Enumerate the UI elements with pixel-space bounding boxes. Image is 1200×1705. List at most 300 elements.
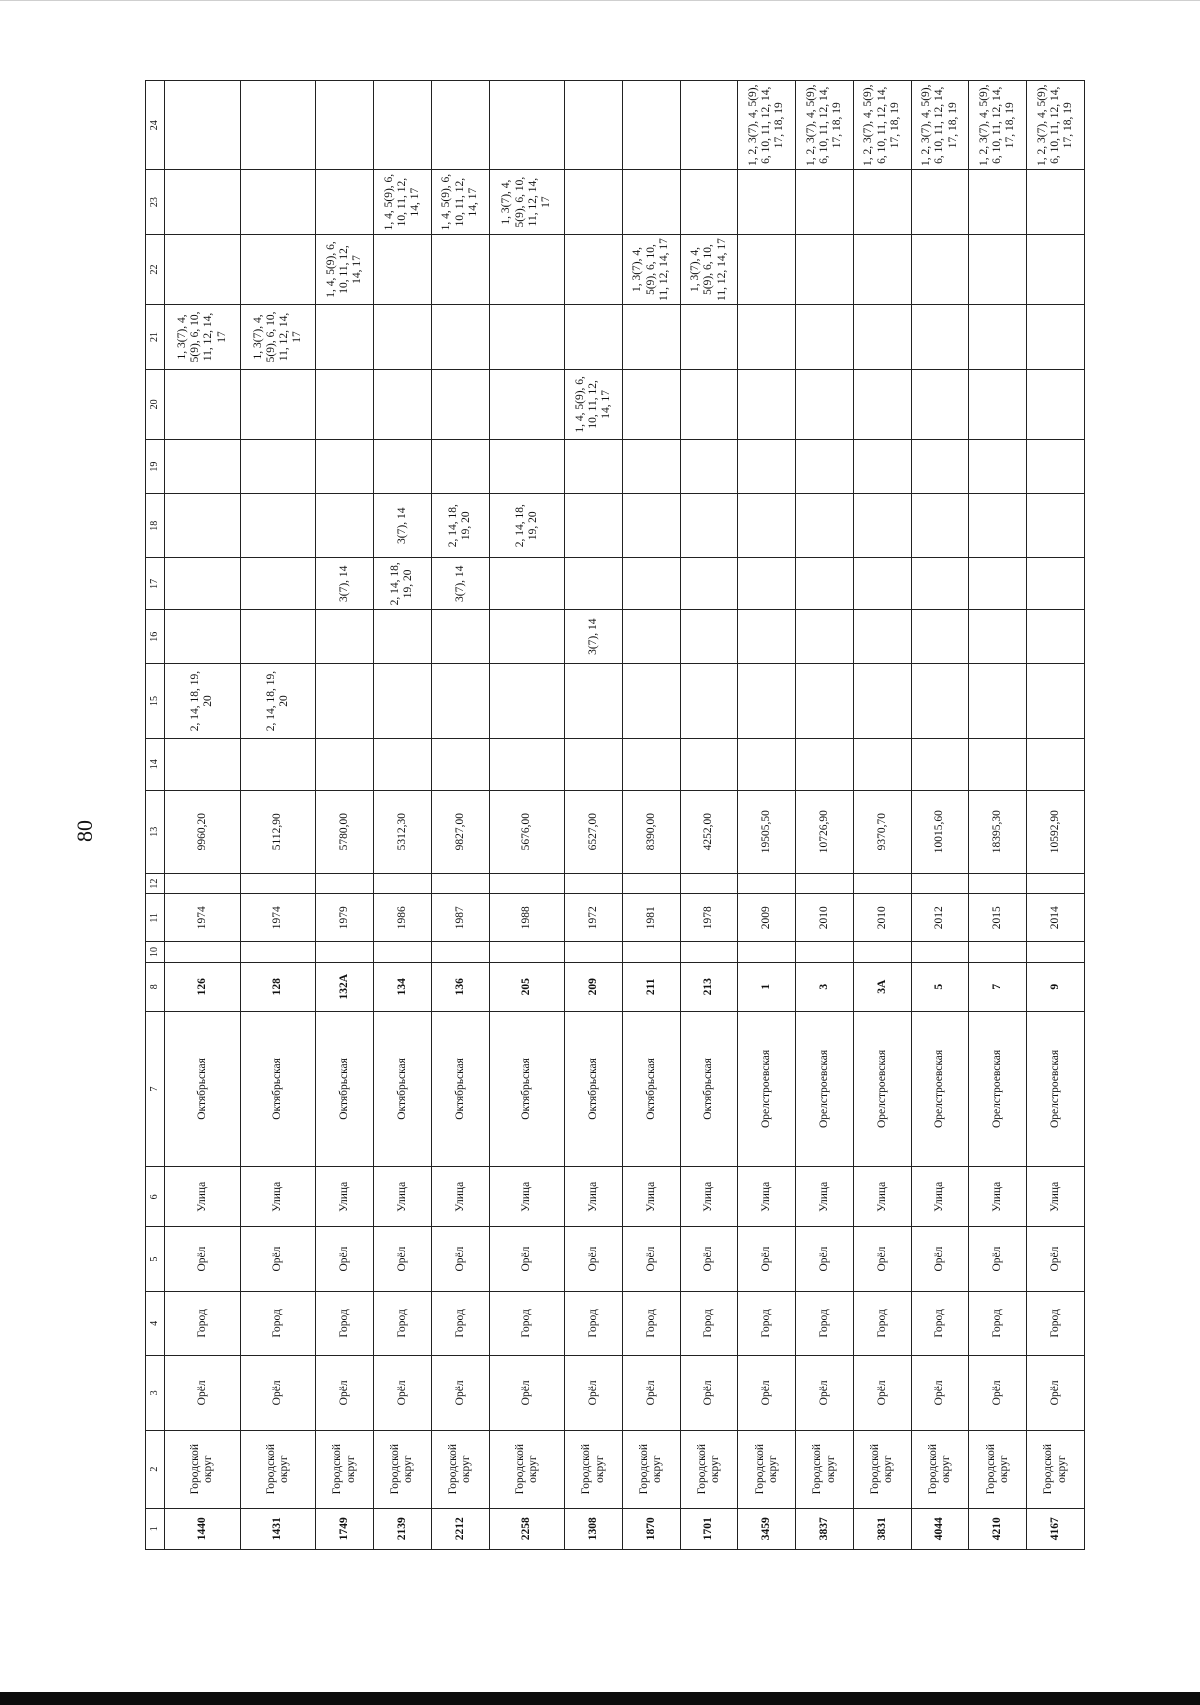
table-cell-col-2: Городской округ [796, 1430, 854, 1508]
table-cell-col-18 [165, 494, 241, 558]
table-cell-col-6: Улица [853, 1167, 911, 1227]
table-cell-col-20 [431, 369, 489, 440]
table-cell-col-22 [853, 234, 911, 305]
table-cell-col-20 [680, 369, 738, 440]
table-cell-col-4: Город [738, 1291, 796, 1355]
column-header-10: 10 [146, 942, 165, 963]
table-row [969, 81, 1027, 1550]
table-cell-col-16: 3(7), 14 [565, 610, 623, 664]
table-cell-col-13: 8390,00 [622, 790, 680, 873]
column-header-21: 21 [146, 305, 165, 369]
table-cell-col-19 [911, 440, 969, 494]
table-cell-col-12 [1027, 873, 1085, 894]
table-cell-col-10 [1027, 942, 1085, 963]
table-cell-col-23 [622, 170, 680, 234]
table-row [680, 81, 738, 1550]
table-cell-col-23 [911, 170, 969, 234]
column-header-14: 14 [146, 738, 165, 790]
table-cell-col-17 [680, 558, 738, 610]
table-cell-col-16 [796, 610, 854, 664]
table-cell-col-11: 1974 [165, 894, 241, 942]
table-cell-col-22: 1, 4, 5(9), 6, 10, 11, 12, 14, 17 [316, 234, 374, 305]
table-cell-col-17 [622, 558, 680, 610]
table-cell-col-7: Октябрьская [165, 1011, 241, 1167]
table-cell-col-13: 4252,00 [680, 790, 738, 873]
table-cell-col-5: Орёл [738, 1227, 796, 1291]
table-cell-col-4: Город [969, 1291, 1027, 1355]
table-cell-col-10 [911, 942, 969, 963]
table-cell-col-14 [240, 738, 316, 790]
table-cell-col-3: Орёл [316, 1356, 374, 1431]
table-cell-col-21 [316, 305, 374, 369]
table-cell-col-4: Город [680, 1291, 738, 1355]
table-cell-col-2: Городской округ [622, 1430, 680, 1508]
table-cell-col-2: Городской округ [565, 1430, 623, 1508]
table-cell-col-24: 1, 2, 3(7), 4, 5(9), 6, 10, 11, 12, 14, 17, 18, 19 [738, 81, 796, 170]
table-cell-col-12 [853, 873, 911, 894]
table-cell-col-6: Улица [431, 1167, 489, 1227]
table-cell-col-7: Октябрьская [622, 1011, 680, 1167]
table-cell-col-20 [240, 369, 316, 440]
table-cell-col-21 [565, 305, 623, 369]
table-cell-col-11: 1981 [622, 894, 680, 942]
table-cell-col-6: Улица [680, 1167, 738, 1227]
header-row [146, 81, 165, 1550]
table-row [796, 81, 854, 1550]
table-cell-col-14 [165, 738, 241, 790]
table-cell-col-12 [622, 873, 680, 894]
table-cell-col-1: 1870 [622, 1508, 680, 1549]
table-cell-col-23 [240, 170, 316, 234]
table-cell-col-24 [489, 81, 565, 170]
table-cell-col-3: Орёл [374, 1356, 432, 1431]
table-cell-col-21 [680, 305, 738, 369]
table-cell-col-15 [1027, 664, 1085, 739]
table-cell-col-13: 5676,00 [489, 790, 565, 873]
table-cell-col-14 [565, 738, 623, 790]
table-cell-col-16 [680, 610, 738, 664]
table-cell-col-21 [489, 305, 565, 369]
table-cell-col-11: 1979 [316, 894, 374, 942]
table-row [374, 81, 432, 1550]
table-cell-col-17 [240, 558, 316, 610]
table-cell-col-6: Улица [316, 1167, 374, 1227]
table-cell-col-18 [969, 494, 1027, 558]
table-cell-col-14 [969, 738, 1027, 790]
table-cell-col-24: 1, 2, 3(7), 4, 5(9), 6, 10, 11, 12, 14, 17, 18, 19 [1027, 81, 1085, 170]
table-cell-col-2: Городской округ [969, 1430, 1027, 1508]
table-cell-col-3: Орёл [853, 1356, 911, 1431]
table-cell-col-11: 1988 [489, 894, 565, 942]
table-cell-col-17: 3(7), 14 [316, 558, 374, 610]
table-cell-col-6: Улица [1027, 1167, 1085, 1227]
table-cell-col-20: 1, 4, 5(9), 6, 10, 11, 12, 14, 17 [565, 369, 623, 440]
table-cell-col-1: 3837 [796, 1508, 854, 1549]
table-cell-col-11: 2010 [853, 894, 911, 942]
table-cell-col-17 [911, 558, 969, 610]
table-cell-col-21: 1, 3(7), 4, 5(9), 6, 10, 11, 12, 14, 17 [165, 305, 241, 369]
table-cell-col-15 [565, 664, 623, 739]
table-cell-col-5: Орёл [565, 1227, 623, 1291]
column-header-8: 8 [146, 962, 165, 1011]
table-cell-col-6: Улица [240, 1167, 316, 1227]
table-cell-col-8: 211 [622, 962, 680, 1011]
table-cell-col-3: Орёл [738, 1356, 796, 1431]
table-cell-col-15 [374, 664, 432, 739]
table-cell-col-19 [565, 440, 623, 494]
table-cell-col-2: Городской округ [316, 1430, 374, 1508]
table-cell-col-14 [489, 738, 565, 790]
table-cell-col-10 [680, 942, 738, 963]
table-cell-col-17 [489, 558, 565, 610]
table-cell-col-5: Орёл [796, 1227, 854, 1291]
table-row [911, 81, 969, 1550]
table-cell-col-20 [622, 369, 680, 440]
table-row [738, 81, 796, 1550]
column-header-17: 17 [146, 558, 165, 610]
column-header-4: 4 [146, 1291, 165, 1355]
table-cell-col-20 [796, 369, 854, 440]
table-cell-col-12 [796, 873, 854, 894]
table-cell-col-8: 1 [738, 962, 796, 1011]
table-cell-col-10 [738, 942, 796, 963]
column-header-2: 2 [146, 1430, 165, 1508]
table-cell-col-20 [1027, 369, 1085, 440]
table-cell-col-2: Городской округ [240, 1430, 316, 1508]
table-cell-col-16 [911, 610, 969, 664]
table-cell-col-21 [622, 305, 680, 369]
table-cell-col-10 [431, 942, 489, 963]
table-cell-col-17 [1027, 558, 1085, 610]
table-cell-col-19 [431, 440, 489, 494]
table-cell-col-18 [622, 494, 680, 558]
column-header-22: 22 [146, 234, 165, 305]
table-cell-col-4: Город [911, 1291, 969, 1355]
table-cell-col-12 [680, 873, 738, 894]
table-row [1027, 81, 1085, 1550]
table-cell-col-24 [165, 81, 241, 170]
table-cell-col-23 [796, 170, 854, 234]
table-cell-col-13: 10592,90 [1027, 790, 1085, 873]
column-header-6: 6 [146, 1167, 165, 1227]
table-cell-col-2: Городской округ [911, 1430, 969, 1508]
table-cell-col-12 [374, 873, 432, 894]
table-cell-col-19 [969, 440, 1027, 494]
table-cell-col-23: 1, 4, 5(9), 6, 10, 11, 12, 14, 17 [431, 170, 489, 234]
table-cell-col-16 [622, 610, 680, 664]
table-cell-col-17 [165, 558, 241, 610]
table-cell-col-4: Город [374, 1291, 432, 1355]
table-cell-col-7: Орелстроевская [853, 1011, 911, 1167]
column-header-7: 7 [146, 1011, 165, 1167]
table-row [431, 81, 489, 1550]
column-header-19: 19 [146, 440, 165, 494]
table-cell-col-12 [240, 873, 316, 894]
table-cell-col-10 [316, 942, 374, 963]
table-cell-col-12 [911, 873, 969, 894]
table-cell-col-18 [316, 494, 374, 558]
table-cell-col-21: 1, 3(7), 4, 5(9), 6, 10, 11, 12, 14, 17 [240, 305, 316, 369]
table-cell-col-18 [738, 494, 796, 558]
table-cell-col-20 [489, 369, 565, 440]
column-header-16: 16 [146, 610, 165, 664]
table-cell-col-19 [240, 440, 316, 494]
table-cell-col-15 [489, 664, 565, 739]
table-cell-col-19 [374, 440, 432, 494]
table-cell-col-16 [165, 610, 241, 664]
column-header-3: 3 [146, 1356, 165, 1431]
table-cell-col-17: 3(7), 14 [431, 558, 489, 610]
table-cell-col-23: 1, 3(7), 4, 5(9), 6, 10, 11, 12, 14, 17 [489, 170, 565, 234]
table-row [165, 81, 241, 1550]
table-cell-col-11: 2015 [969, 894, 1027, 942]
top-rule [0, 0, 1200, 1]
table-cell-col-8: 128 [240, 962, 316, 1011]
table-cell-col-20 [738, 369, 796, 440]
table-cell-col-10 [565, 942, 623, 963]
table-cell-col-16 [489, 610, 565, 664]
table-cell-col-20 [374, 369, 432, 440]
table-cell-col-8: 7 [969, 962, 1027, 1011]
table-cell-col-1: 2139 [374, 1508, 432, 1549]
table-cell-col-19 [165, 440, 241, 494]
table-cell-col-3: Орёл [911, 1356, 969, 1431]
table-cell-col-24 [240, 81, 316, 170]
table-cell-col-4: Город [240, 1291, 316, 1355]
table-cell-col-14 [1027, 738, 1085, 790]
table-cell-col-5: Орёл [374, 1227, 432, 1291]
table-cell-col-15 [622, 664, 680, 739]
table-cell-col-15 [680, 664, 738, 739]
table-cell-col-17 [565, 558, 623, 610]
table-cell-col-13: 6527,00 [565, 790, 623, 873]
table-cell-col-23 [1027, 170, 1085, 234]
table-cell-col-15 [796, 664, 854, 739]
table-cell-col-17 [738, 558, 796, 610]
table-cell-col-3: Орёл [680, 1356, 738, 1431]
table-cell-col-13: 10015,60 [911, 790, 969, 873]
table-cell-col-1: 1749 [316, 1508, 374, 1549]
table-cell-col-15: 2, 14, 18, 19, 20 [165, 664, 241, 739]
table-cell-col-21 [1027, 305, 1085, 369]
table-cell-col-15 [969, 664, 1027, 739]
table-cell-col-2: Городской округ [680, 1430, 738, 1508]
table-cell-col-10 [240, 942, 316, 963]
table-cell-col-21 [911, 305, 969, 369]
table-cell-col-4: Город [1027, 1291, 1085, 1355]
table-cell-col-6: Улица [622, 1167, 680, 1227]
table-cell-col-3: Орёл [565, 1356, 623, 1431]
table-cell-col-7: Орелстроевская [796, 1011, 854, 1167]
table-cell-col-3: Орёл [1027, 1356, 1085, 1431]
table-cell-col-19 [316, 440, 374, 494]
table-cell-col-1: 4044 [911, 1508, 969, 1549]
table-row [316, 81, 374, 1550]
table-cell-col-8: 3А [853, 962, 911, 1011]
table-cell-col-5: Орёл [853, 1227, 911, 1291]
table-cell-col-5: Орёл [316, 1227, 374, 1291]
table-cell-col-12 [738, 873, 796, 894]
table-cell-col-16 [431, 610, 489, 664]
table-cell-col-20 [165, 369, 241, 440]
table-cell-col-18 [680, 494, 738, 558]
table-cell-col-13: 9960,20 [165, 790, 241, 873]
column-header-1: 1 [146, 1508, 165, 1549]
column-header-11: 11 [146, 894, 165, 942]
column-header-20: 20 [146, 369, 165, 440]
table-cell-col-18: 2, 14, 18, 19, 20 [431, 494, 489, 558]
table-cell-col-5: Орёл [969, 1227, 1027, 1291]
table-cell-col-11: 1987 [431, 894, 489, 942]
table-cell-col-16 [374, 610, 432, 664]
table-cell-col-19 [680, 440, 738, 494]
table-cell-col-22 [489, 234, 565, 305]
table-cell-col-18 [565, 494, 623, 558]
table-cell-col-17 [969, 558, 1027, 610]
table-cell-col-6: Улица [489, 1167, 565, 1227]
table-cell-col-18 [911, 494, 969, 558]
table-cell-col-24 [374, 81, 432, 170]
table-cell-col-12 [316, 873, 374, 894]
table-cell-col-14 [431, 738, 489, 790]
rotated-table-wrapper [145, 80, 1085, 1550]
table-cell-col-5: Орёл [680, 1227, 738, 1291]
table-cell-col-14 [796, 738, 854, 790]
table-cell-col-1: 1701 [680, 1508, 738, 1549]
table-cell-col-22: 1, 3(7), 4, 5(9), 6, 10, 11, 12, 14, 17 [680, 234, 738, 305]
table-cell-col-18 [853, 494, 911, 558]
table-cell-col-21 [431, 305, 489, 369]
column-header-24: 24 [146, 81, 165, 170]
table-cell-col-10 [796, 942, 854, 963]
table-cell-col-20 [969, 369, 1027, 440]
table-cell-col-23 [165, 170, 241, 234]
table-cell-col-4: Город [796, 1291, 854, 1355]
table-cell-col-6: Улица [911, 1167, 969, 1227]
table-cell-col-17: 2, 14, 18, 19, 20 [374, 558, 432, 610]
table-cell-col-2: Городской округ [853, 1430, 911, 1508]
table-cell-col-11: 1986 [374, 894, 432, 942]
table-cell-col-20 [316, 369, 374, 440]
table-cell-col-18 [1027, 494, 1085, 558]
table-cell-col-19 [622, 440, 680, 494]
table-cell-col-22 [431, 234, 489, 305]
table-cell-col-7: Орелстроевская [1027, 1011, 1085, 1167]
table-cell-col-7: Октябрьская [374, 1011, 432, 1167]
table-cell-col-12 [165, 873, 241, 894]
table-cell-col-16 [1027, 610, 1085, 664]
table-cell-col-19 [1027, 440, 1085, 494]
table-cell-col-11: 2010 [796, 894, 854, 942]
table-cell-col-23 [565, 170, 623, 234]
table-cell-col-8: 132А [316, 962, 374, 1011]
table-cell-col-8: 3 [796, 962, 854, 1011]
table-cell-col-13: 18395,30 [969, 790, 1027, 873]
column-header-13: 13 [146, 790, 165, 873]
table-cell-col-15: 2, 14, 18, 19, 20 [240, 664, 316, 739]
table-cell-col-23 [316, 170, 374, 234]
register-table [145, 80, 1085, 1550]
table-body [165, 81, 1085, 1550]
table-cell-col-8: 136 [431, 962, 489, 1011]
table-cell-col-24: 1, 2, 3(7), 4, 5(9), 6, 10, 11, 12, 14, 17, 18, 19 [796, 81, 854, 170]
table-cell-col-22 [565, 234, 623, 305]
table-cell-col-22 [796, 234, 854, 305]
table-cell-col-1: 2258 [489, 1508, 565, 1549]
table-cell-col-20 [911, 369, 969, 440]
table-cell-col-1: 4167 [1027, 1508, 1085, 1549]
table-row [622, 81, 680, 1550]
table-cell-col-13: 19505,50 [738, 790, 796, 873]
table-cell-col-1: 3831 [853, 1508, 911, 1549]
table-cell-col-13: 5112,90 [240, 790, 316, 873]
column-header-23: 23 [146, 170, 165, 234]
table-cell-col-22 [165, 234, 241, 305]
table-cell-col-21 [374, 305, 432, 369]
table-cell-col-2: Городской округ [165, 1430, 241, 1508]
table-cell-col-24: 1, 2, 3(7), 4, 5(9), 6, 10, 11, 12, 14, 17, 18, 19 [911, 81, 969, 170]
table-cell-col-3: Орёл [240, 1356, 316, 1431]
table-cell-col-7: Октябрьская [431, 1011, 489, 1167]
table-cell-col-23 [680, 170, 738, 234]
table-cell-col-13: 9827,00 [431, 790, 489, 873]
table-cell-col-7: Октябрьская [240, 1011, 316, 1167]
table-cell-col-3: Орёл [796, 1356, 854, 1431]
table-cell-col-24 [316, 81, 374, 170]
page-number: 80 [72, 820, 97, 842]
table-cell-col-2: Городской округ [374, 1430, 432, 1508]
table-cell-col-5: Орёл [240, 1227, 316, 1291]
table-cell-col-22 [374, 234, 432, 305]
table-cell-col-2: Городской округ [738, 1430, 796, 1508]
table-cell-col-3: Орёл [165, 1356, 241, 1431]
table-cell-col-11: 2012 [911, 894, 969, 942]
table-cell-col-3: Орёл [622, 1356, 680, 1431]
table-cell-col-5: Орёл [622, 1227, 680, 1291]
table-cell-col-10 [853, 942, 911, 963]
table-cell-col-16 [853, 610, 911, 664]
table-row [565, 81, 623, 1550]
table-cell-col-4: Город [316, 1291, 374, 1355]
table-cell-col-18 [796, 494, 854, 558]
table-row [489, 81, 565, 1550]
table-cell-col-19 [489, 440, 565, 494]
table-cell-col-1: 1308 [565, 1508, 623, 1549]
table-cell-col-7: Октябрьская [489, 1011, 565, 1167]
table-cell-col-7: Октябрьская [680, 1011, 738, 1167]
table-cell-col-23 [738, 170, 796, 234]
table-cell-col-8: 213 [680, 962, 738, 1011]
table-cell-col-22 [738, 234, 796, 305]
table-cell-col-14 [853, 738, 911, 790]
table-cell-col-10 [374, 942, 432, 963]
table-cell-col-3: Орёл [431, 1356, 489, 1431]
table-cell-col-12 [969, 873, 1027, 894]
table-cell-col-15 [431, 664, 489, 739]
table-cell-col-4: Город [431, 1291, 489, 1355]
table-cell-col-14 [911, 738, 969, 790]
table-cell-col-4: Город [853, 1291, 911, 1355]
table-cell-col-14 [622, 738, 680, 790]
table-cell-col-19 [738, 440, 796, 494]
table-cell-col-21 [853, 305, 911, 369]
table-cell-col-7: Орелстроевская [911, 1011, 969, 1167]
column-header-5: 5 [146, 1227, 165, 1291]
table-cell-col-22: 1, 3(7), 4, 5(9), 6, 10, 11, 12, 14, 17 [622, 234, 680, 305]
bottom-bar [0, 1692, 1200, 1705]
table-cell-col-16 [316, 610, 374, 664]
table-cell-col-5: Орёл [1027, 1227, 1085, 1291]
